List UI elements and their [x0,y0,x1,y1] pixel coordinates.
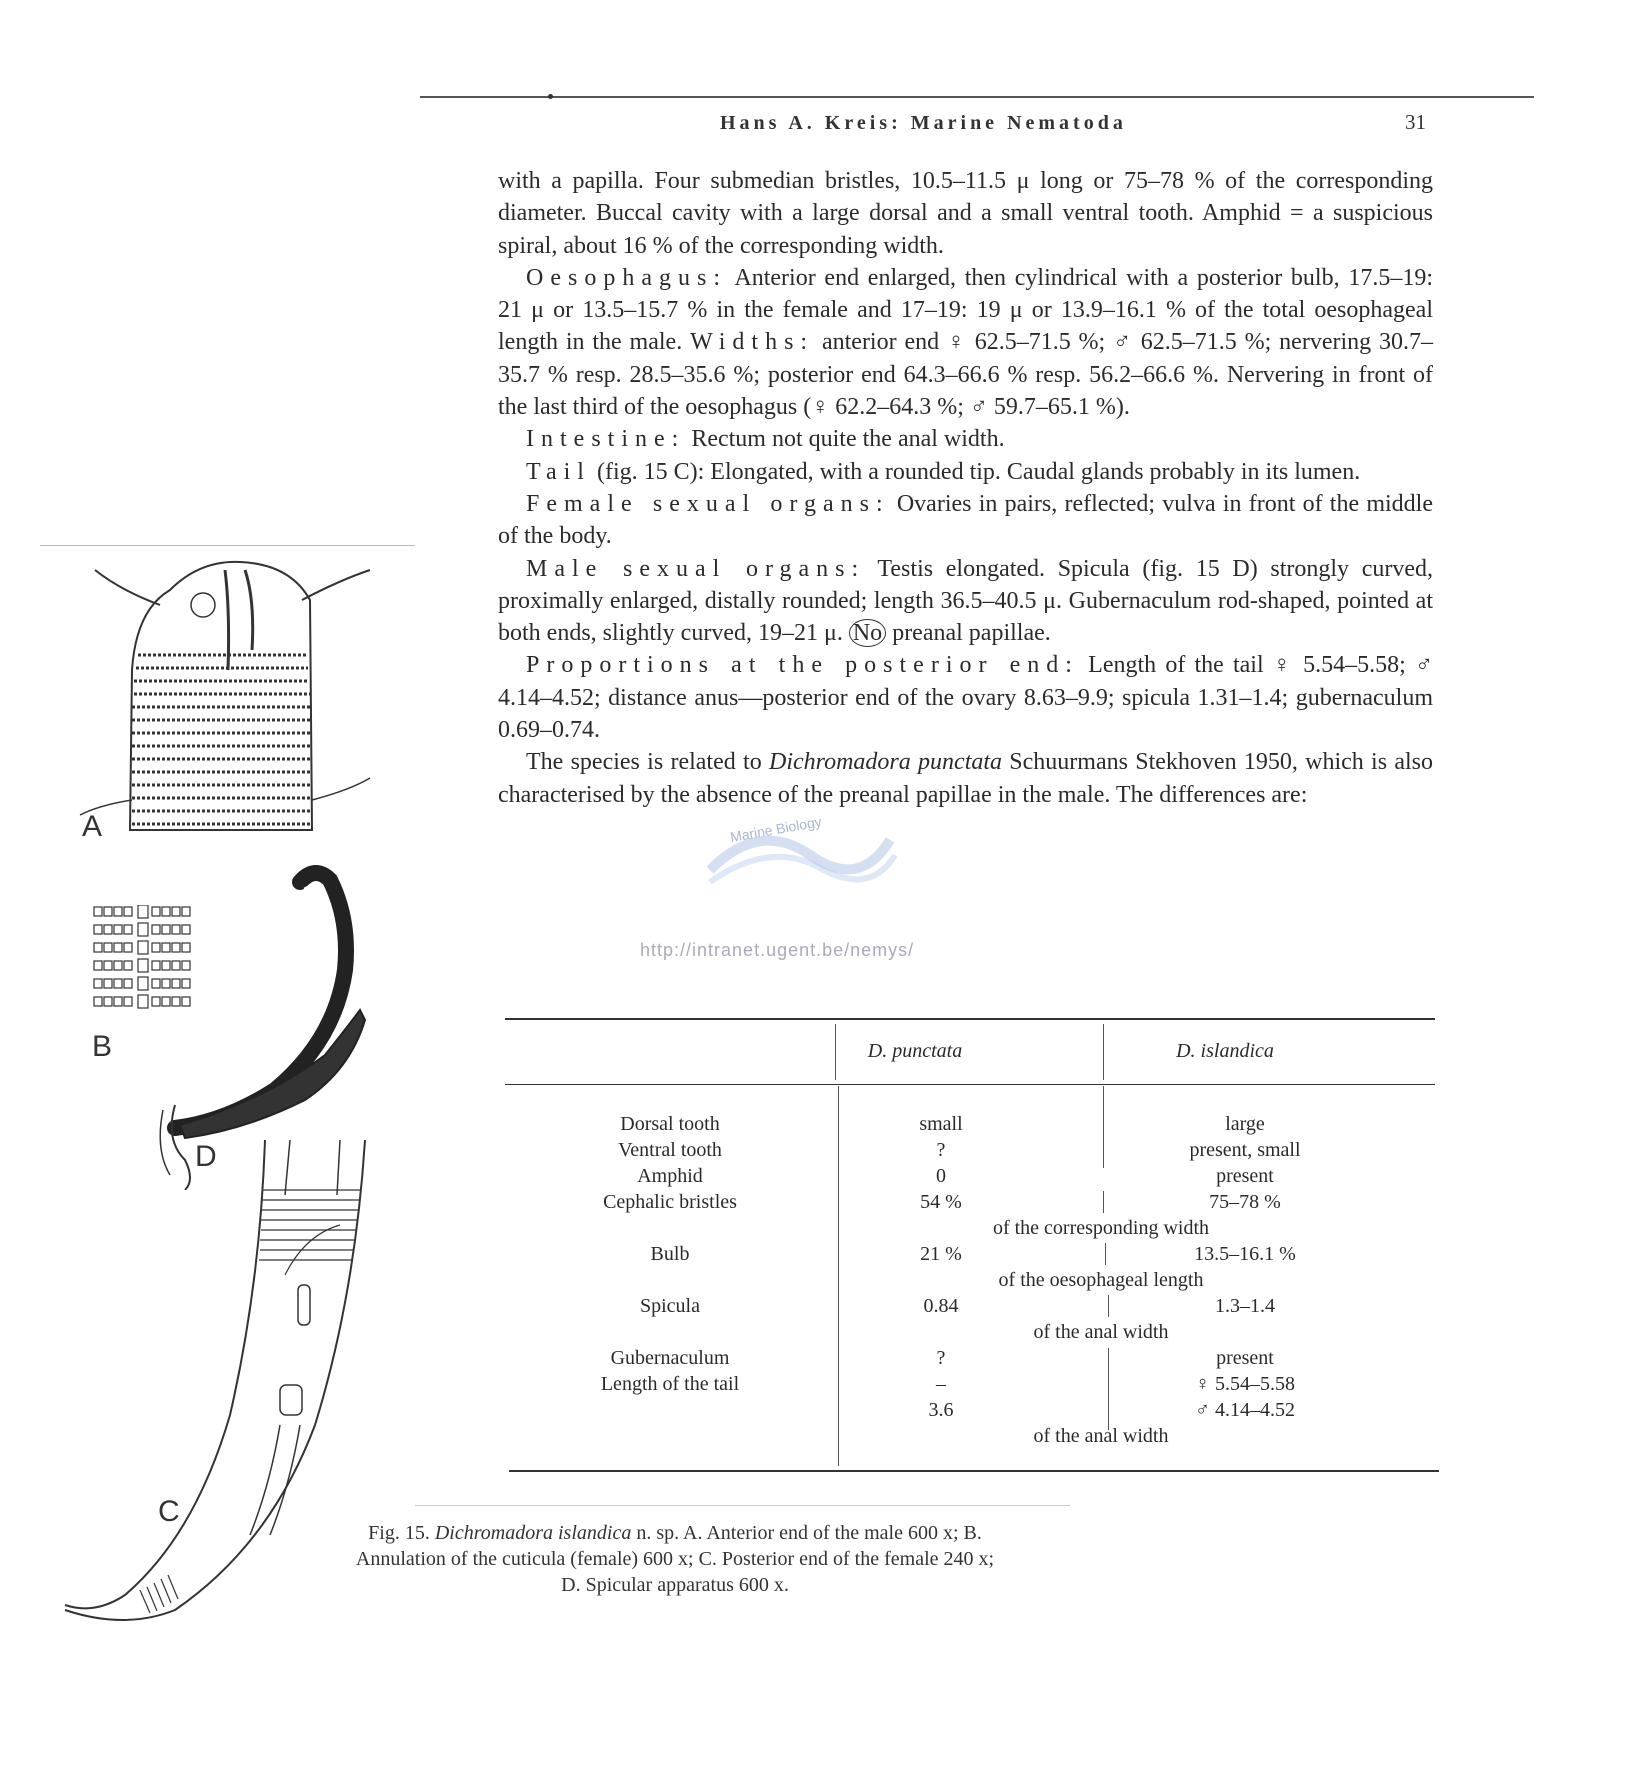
cell-cephalic-punctata: 54 % [920,1191,962,1213]
column-divider-right-2 [1103,1191,1104,1213]
figure-c-drawing [55,1135,385,1635]
paragraph-female [498,488,1433,553]
male-text-a: Testis elongated. Spicula (fig. 15 D) strongly curved, proximally enlarged, distally rounded; length 36.5–40.5 μ. Gubernaculum rod-shaped, pointed at both ends, slightly curved, 19–21 μ. [498,555,1433,647]
figure-caption [355,1520,995,1598]
paragraph-oesophagus [498,262,1433,423]
cell-amphid-punctata: 0 [936,1165,946,1187]
column-divider-left [838,1086,839,1466]
section-head-tail: Tail [526,458,591,485]
header-d-punctata: D. punctata [867,1040,963,1062]
section-head-proportions: Proportions at the posterior end: [526,652,1079,679]
row-label-amphid: Amphid [637,1165,703,1187]
watermark-logo [700,800,900,890]
header-divider-1 [835,1024,836,1080]
oesophagus-text-b: anterior end ♀ 62.5–71.5 %; ♂ 62.5–71.5 %; nervering 30.7–35.7 % resp. 28.5–35.6 %; posterior end 64.3–66.6 % resp. 56.2–66.6 %. Nervering in front of the last third of the oesophagus (♀ 62.2–64.3 %; ♂ 59.7–65.1 %). [498,329,1433,421]
cell-bulb-punctata: 21 % [920,1243,962,1265]
comparison-table [505,1018,1435,1473]
figure-a-drawing [70,550,410,840]
note-bulb: of the oesophageal length [998,1269,1204,1291]
section-head-female: Female sexual organs: [526,490,890,517]
header-divider-2 [1103,1024,1104,1080]
figure-label-b: B [92,1030,113,1063]
header-rule [420,96,1534,98]
tail-text: (fig. 15 C): Elongated, with a rounded tip. Caudal glands probably in its lumen. [590,458,1361,485]
page-number: 31 [1405,110,1426,134]
section-head-widths: Widths: [690,329,815,356]
cell-gubernaculum-islandica: present [1216,1347,1274,1369]
paragraph-proportions [498,649,1433,746]
proportions-text: Length of the tail ♀ 5.54–5.58; ♂ 4.14–4.52; distance anus—posterior end of the ovary 8.63–9.9; spicula 1.31–1.4; gubernaculum 0.69–0.74. [498,652,1433,744]
row-label-ventral: Ventral tooth [618,1139,722,1161]
cell-ventral-punctata: ? [936,1139,946,1161]
related-species: Dichromadora punctata [768,749,1003,776]
circled-annotation: No [849,619,886,647]
row-label-cephalic: Cephalic bristles [603,1191,737,1213]
figure-label-c: C [158,1495,180,1528]
related-text-b: Schuurmans Stekhoven 1950, which is also characterised by the absence of the preanal papillae in the male. The differences are: [498,749,1434,808]
female-text: Ovaries in pairs, reflected; vulva in front of the middle of the body. [498,490,1434,550]
note-cephalic: of the corresponding width [992,1217,1210,1239]
cell-spicula-islandica: 1.3–1.4 [1215,1295,1275,1317]
row-label-gubernaculum: Gubernaculum [610,1347,730,1369]
cell-tail-punctata: – [936,1373,946,1395]
related-text-a: The species is related to [526,749,769,776]
paragraph-intestine [498,423,1433,455]
male-text-b: preanal papillae. [886,620,1051,647]
cell-ventral-islandica: present, small [1189,1139,1301,1161]
paragraph-tail [498,456,1433,488]
cell-cephalic-islandica: 75–78 % [1209,1191,1281,1213]
header-dot [548,94,553,99]
cell-tail-islandica-male: ♂ 4.14–4.52 [1195,1399,1295,1421]
figure-top-rule [40,545,415,546]
cell-dorsal-punctata: small [919,1113,963,1135]
section-head-male: Male sexual organs: [526,555,866,582]
watermark-url: http://intranet.ugent.be/nemys/ [640,940,915,960]
table-bottom-rule [509,1470,1439,1472]
cell-tail-islandica-female: ♀ 5.54–5.58 [1195,1373,1295,1395]
cell-spicula-punctata: 0.84 [923,1295,959,1317]
caption-prefix: Fig. 15. [368,1522,435,1544]
caption-species: Dichromadora islandica [434,1522,632,1544]
row-label-tail: Length of the tail [600,1373,740,1395]
body-text [498,165,1433,811]
intestine-text: Rectum not quite the anal width. [685,426,1005,453]
paragraph-related [498,746,1433,811]
cell-amphid-islandica: present [1216,1165,1274,1187]
note-tail: of the anal width [1033,1425,1169,1447]
watermark-logo-text: Marine Biology [728,813,823,846]
section-head-oesophagus: Oesophagus: [526,264,727,291]
caption-rule [415,1505,1070,1506]
row-label-spicula: Spicula [640,1295,700,1317]
running-title: Hans A. Kreis: Marine Nematoda [720,112,1127,134]
cell-bulb-islandica: 13.5–16.1 % [1194,1243,1296,1265]
table-header-rule [505,1084,1435,1085]
paragraph-male [498,553,1433,650]
row-label-dorsal: Dorsal tooth [620,1113,720,1135]
column-divider-right-1 [1103,1086,1104,1168]
header-d-islandica: D. islandica [1176,1040,1274,1062]
oesophagus-text-a: Anterior end enlarged, then cylindrical with a posterior bulb, 17.5–19: 21 μ or 13.5–15.7 % in the female and 17–19: 19 μ or 13.9–16.1 % of the total oesophageal length in the male. [498,264,1433,356]
cell-tail-punctata-value: 3.6 [928,1399,954,1421]
caption-text: n. sp. A. Anterior end of the male 600 x; B. Annulation of the cuticula (female) 600 x; C. Posterior end of the female 240 x; D. Spicular apparatus 600 x. [355,1522,995,1596]
note-spicula: of the anal width [1033,1321,1169,1343]
paragraph-1: with a papilla. Four submedian bristles, 10.5–11.5 μ long or 75–78 % of the corresponding diameter. Buccal cavity with a large dorsal and a small ventral tooth. Amphid = a suspicious spiral, about 16 % of the corresponding width. [498,168,1433,259]
cell-dorsal-islandica: large [1225,1113,1265,1135]
cell-gubernaculum-punctata: ? [936,1347,946,1369]
figure-label-d: D [195,1140,217,1173]
table-top-rule [505,1018,1435,1020]
figure-label-a: A [82,810,103,843]
row-label-bulb: Bulb [650,1243,690,1265]
section-head-intestine: Intestine: [526,426,686,453]
